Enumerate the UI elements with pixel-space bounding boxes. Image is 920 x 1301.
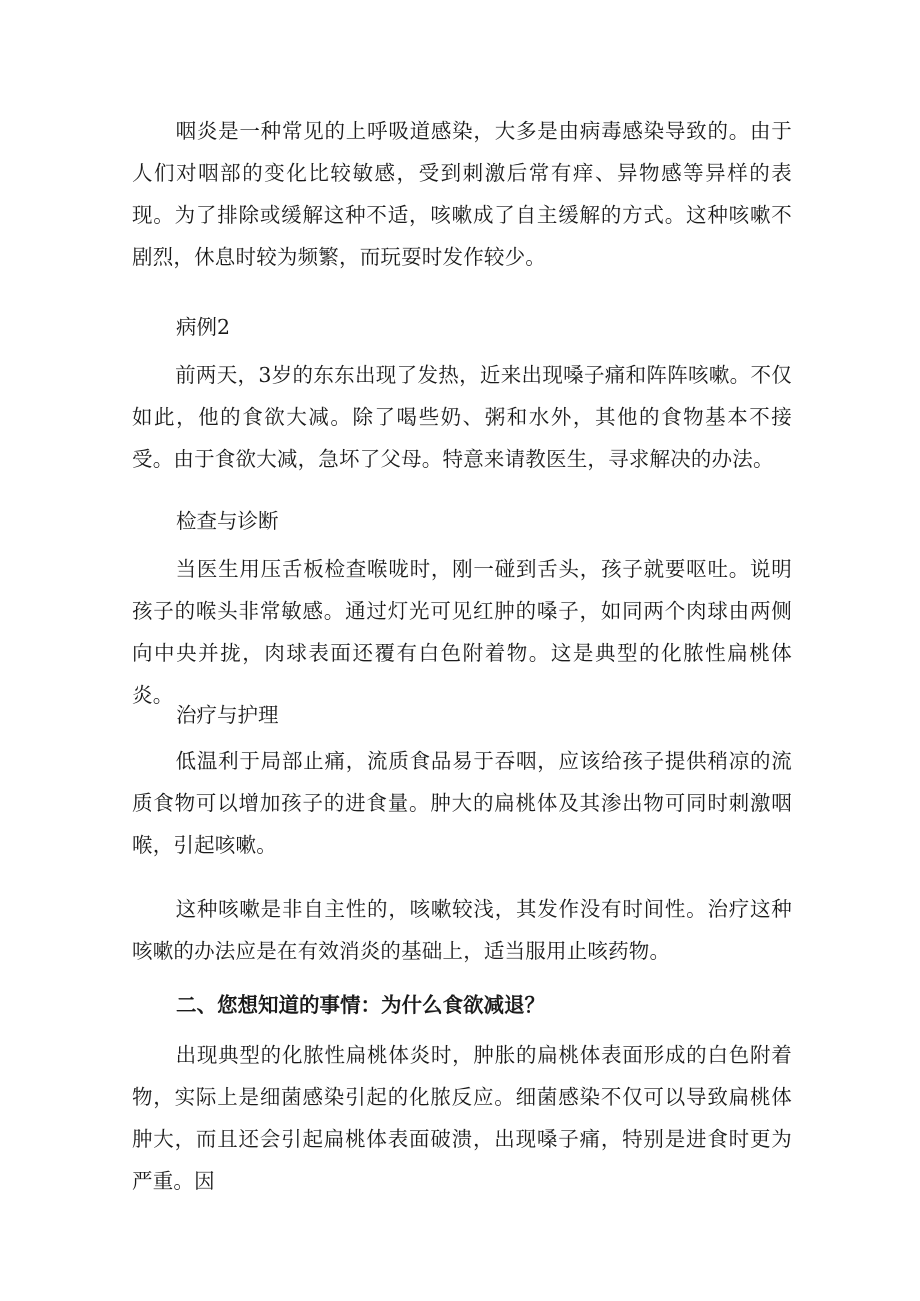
paragraph-cough-treatment bbox=[132, 888, 792, 972]
subheading-treatment-care: 治疗与护理 bbox=[176, 703, 279, 727]
paragraph-exam-diagnosis bbox=[132, 548, 792, 716]
section-heading-appetite: 二、您想知道的事情：为什么食欲减退？ bbox=[176, 993, 545, 1017]
paragraph-pharyngitis-cough bbox=[132, 110, 792, 278]
subheading-exam-diagnosis: 检查与诊断 bbox=[176, 509, 279, 533]
paragraph-text: 当医生用压舌板检查喉咙时，刚一碰到舌头，孩子就要呕吐。说明孩子的喉头非常敏感。通过灯光可见红肿的嗓子，如同两个肉球由两侧向中央并拢，肉球表面还覆有白色附着物。这是典型的化脓性扁桃体炎。 bbox=[132, 557, 792, 707]
paragraph-text: 前两天，3岁的东东出现了发热，近来出现嗓子痛和阵阵咳嗽。不仅如此，他的食欲大减。除了喝些奶、粥和水外，其他的食物基本不接受。由于食欲大减，急坏了父母。特意来请教医生，寻求解决的办法。 bbox=[132, 363, 792, 471]
paragraph-case-2-description bbox=[132, 354, 792, 480]
subheading-case-2: 病例2 bbox=[176, 315, 231, 339]
paragraph-text: 这种咳嗽是非自主性的，咳嗽较浅，其发作没有时间性。治疗这种咳嗽的办法应是在有效消炎的基础上，适当服用止咳药物。 bbox=[132, 897, 792, 963]
paragraph-appetite-reason bbox=[132, 1034, 792, 1202]
paragraph-treatment-care bbox=[132, 740, 792, 866]
paragraph-text: 低温利于局部止痛，流质食品易于吞咽，应该给孩子提供稍凉的流质食物可以增加孩子的进食量。肿大的扁桃体及其渗出物可同时刺激咽喉，引起咳嗽。 bbox=[132, 749, 792, 857]
paragraph-text: 出现典型的化脓性扁桃体炎时，肿胀的扁桃体表面形成的白色附着物，实际上是细菌感染引起的化脓反应。细菌感染不仅可以导致扁桃体肿大，而且还会引起扁桃体表面破溃，出现嗓子痛，特别是进食时更为严重。因 bbox=[132, 1043, 792, 1193]
paragraph-text: 咽炎是一种常见的上呼吸道感染，大多是由病毒感染导致的。由于人们对咽部的变化比较敏感，受到刺激后常有痒、异物感等异样的表现。为了排除或缓解这种不适，咳嗽成了自主缓解的方式。这种咳嗽不剧烈，休息时较为频繁，而玩耍时发作较少。 bbox=[132, 119, 792, 269]
